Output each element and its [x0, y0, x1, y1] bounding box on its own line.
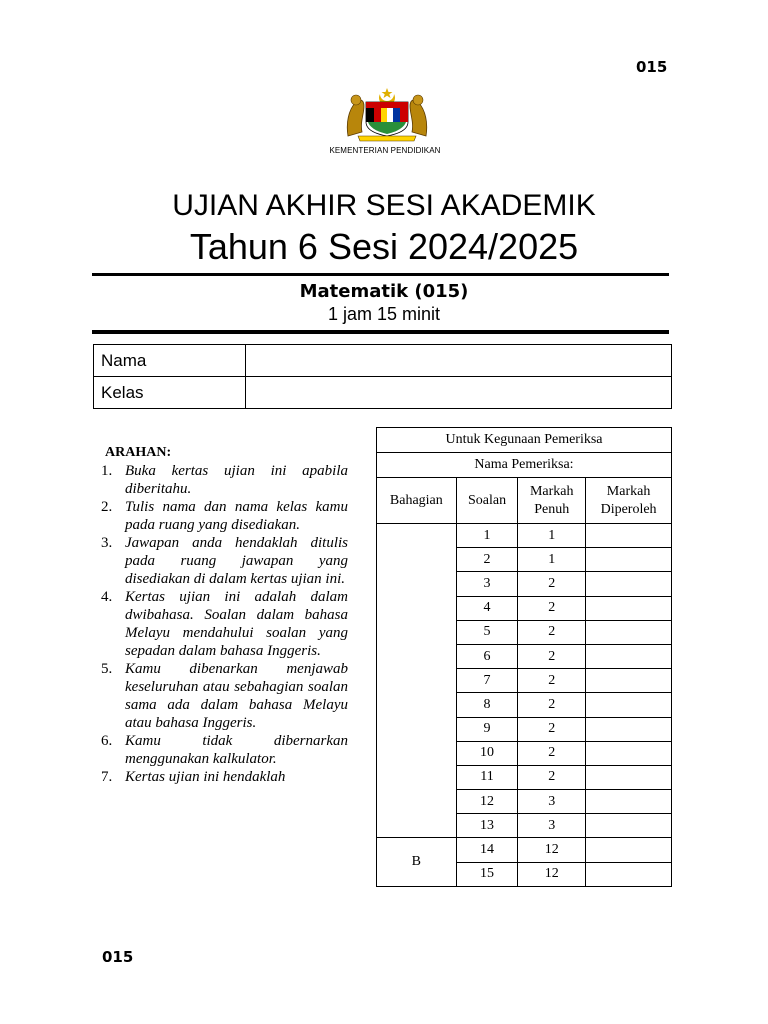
instruction-item [101, 534, 348, 588]
section-cell [377, 524, 457, 838]
question-number: 4 [456, 596, 518, 620]
instruction-text: Jawapan anda hendaklah ditulis pada ruang jawapan yang disediakan di dalam kertas ujian ini. [125, 535, 348, 587]
instruction-number: 5. [101, 661, 113, 677]
divider-bottom [92, 330, 669, 334]
student-info-table [93, 344, 672, 409]
marks-obtained-cell[interactable] [586, 693, 672, 717]
paper-code-top: 015 [636, 58, 668, 76]
col-header-marks-obtained-text: Markah Diperoleh [600, 483, 657, 517]
full-marks: 2 [518, 717, 586, 741]
instruction-number: 2. [101, 499, 113, 515]
marks-obtained-cell[interactable] [586, 548, 672, 572]
marks-obtained-cell[interactable] [586, 838, 672, 862]
marks-row [377, 838, 672, 862]
instruction-text: Buka kertas ujian ini apabila diberitahu. [125, 463, 348, 497]
instruction-item [101, 660, 348, 732]
marks-obtained-cell[interactable] [586, 765, 672, 789]
subject-title: Matematik (015) [299, 281, 469, 302]
col-header-marks-obtained [586, 478, 672, 524]
full-marks: 12 [518, 838, 586, 862]
question-number: 11 [456, 765, 518, 789]
question-number: 10 [456, 741, 518, 765]
full-marks: 2 [518, 693, 586, 717]
divider-top [92, 273, 669, 276]
instruction-text: Kamu tidak dibernarkan menggunakan kalkulator. [125, 733, 348, 767]
question-number: 9 [456, 717, 518, 741]
instruction-text: Kamu dibenarkan menjawab keseluruhan atau sebahagian soalan sama ada dalam bahasa Melayu atau bahasa Inggeris. [125, 661, 348, 731]
exam-title: UJIAN AKHIR SESI AKADEMIK [172, 189, 596, 222]
full-marks: 2 [518, 765, 586, 789]
marks-obtained-cell[interactable] [586, 741, 672, 765]
instruction-item [101, 732, 348, 768]
marks-obtained-cell[interactable] [586, 814, 672, 838]
question-number: 14 [456, 838, 518, 862]
class-label: Kelas [94, 377, 246, 409]
instructions-heading: ARAHAN: [105, 445, 172, 460]
class-row [94, 377, 672, 409]
full-marks: 2 [518, 741, 586, 765]
question-number: 7 [456, 669, 518, 693]
marks-obtained-cell[interactable] [586, 596, 672, 620]
instruction-number: 4. [101, 589, 113, 605]
full-marks: 2 [518, 644, 586, 668]
full-marks: 3 [518, 790, 586, 814]
full-marks: 2 [518, 596, 586, 620]
marks-obtained-cell[interactable] [586, 669, 672, 693]
exam-duration: 1 jam 15 minit [327, 304, 441, 324]
section-b-cell: B [377, 838, 457, 886]
name-field[interactable] [246, 345, 672, 377]
instruction-item [101, 498, 348, 534]
instruction-text: Kertas ujian ini adalah dalam dwibahasa. Soalan dalam bahasa Melayu mendahului soalan yang sepadan dalam bahasa Inggeris. [125, 589, 348, 659]
marks-row [377, 524, 672, 548]
question-number: 15 [456, 862, 518, 886]
marks-column-headers [377, 478, 672, 524]
marks-obtained-cell[interactable] [586, 790, 672, 814]
question-number: 6 [456, 644, 518, 668]
question-number: 12 [456, 790, 518, 814]
instruction-number: 7. [101, 769, 113, 785]
instruction-item [101, 588, 348, 660]
marks-table-title-row [377, 428, 672, 453]
full-marks: 12 [518, 862, 586, 886]
question-number: 8 [456, 693, 518, 717]
class-field[interactable] [246, 377, 672, 409]
instruction-number: 1. [101, 463, 113, 479]
examiner-name-row [377, 453, 672, 478]
question-number: 1 [456, 524, 518, 548]
full-marks: 2 [518, 572, 586, 596]
instructions [101, 444, 348, 786]
col-header-section: Bahagian [377, 478, 457, 524]
question-number: 5 [456, 620, 518, 644]
examiner-name-label: Nama Pemeriksa: [377, 453, 672, 478]
instruction-item [101, 768, 348, 786]
question-number: 13 [456, 814, 518, 838]
question-number: 2 [456, 548, 518, 572]
marks-table-title: Untuk Kegunaan Pemeriksa [377, 428, 672, 453]
instruction-text: Tulis nama dan nama kelas kamu pada ruang yang disediakan. [125, 499, 348, 533]
full-marks: 2 [518, 669, 586, 693]
col-header-question: Soalan [456, 478, 518, 524]
col-header-full-marks [518, 478, 586, 524]
instruction-number: 3. [101, 535, 113, 551]
exam-session: Tahun 6 Sesi 2024/2025 [189, 226, 579, 267]
instruction-item [101, 462, 348, 498]
coat-of-arms-logo [344, 86, 430, 142]
col-header-full-marks-text: Markah Penuh [529, 483, 574, 517]
full-marks: 2 [518, 620, 586, 644]
ministry-name: KEMENTERIAN PENDIDIKAN [329, 146, 441, 155]
question-number: 3 [456, 572, 518, 596]
examiner-marks-table [376, 427, 672, 887]
full-marks: 1 [518, 548, 586, 572]
marks-obtained-cell[interactable] [586, 717, 672, 741]
full-marks: 1 [518, 524, 586, 548]
marks-obtained-cell[interactable] [586, 524, 672, 548]
marks-obtained-cell[interactable] [586, 862, 672, 886]
paper-code-bottom: 015 [102, 948, 134, 966]
instructions-list [101, 462, 348, 786]
instruction-number: 6. [101, 733, 113, 749]
full-marks: 3 [518, 814, 586, 838]
marks-obtained-cell[interactable] [586, 644, 672, 668]
name-label: Nama [94, 345, 246, 377]
name-row [94, 345, 672, 377]
instruction-text: Kertas ujian ini hendaklah [125, 769, 286, 785]
marks-obtained-cell[interactable] [586, 620, 672, 644]
marks-obtained-cell[interactable] [586, 572, 672, 596]
